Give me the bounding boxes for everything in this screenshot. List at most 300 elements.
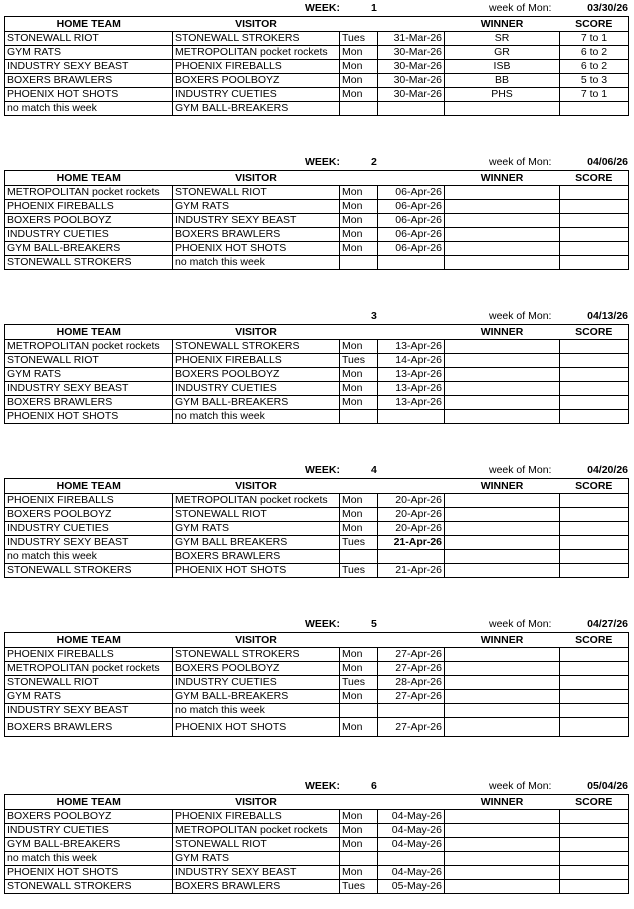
winner-cell [445,200,560,214]
home-team-cell: STONEWALL RIOT [5,354,173,368]
schedule-table [4,478,629,578]
score-cell [560,676,629,690]
day-header [340,633,378,648]
table-row [5,214,629,228]
visitor-cell: no match this week [173,704,340,718]
home-team-cell: BOXERS POOLBOYZ [5,810,173,824]
score-header: SCORE [560,171,629,186]
winner-cell [445,838,560,852]
score-cell [560,214,629,228]
winner-cell [445,228,560,242]
date-header [378,633,445,648]
week-number: 5 [371,618,377,630]
schedule-table [4,632,629,737]
visitor-cell: BOXERS POOLBOYZ [173,662,340,676]
day-cell: Mon [340,494,378,508]
score-cell [560,564,629,578]
home-team-cell: PHOENIX FIREBALLS [5,494,173,508]
score-cell [560,354,629,368]
score-cell [560,242,629,256]
day-cell: Mon [340,866,378,880]
week-of-label: week of Mon: [489,310,552,322]
visitor-cell: STONEWALL STROKERS [173,648,340,662]
day-cell: Tues [340,536,378,550]
day-header [340,171,378,186]
date-cell: 28-Apr-26 [378,676,445,690]
winner-cell [445,256,560,270]
home-team-header: HOME TEAM [5,633,173,648]
score-cell [560,718,629,737]
visitor-header: VISITOR [173,795,340,810]
day-cell: Mon [340,838,378,852]
score-header: SCORE [560,17,629,32]
winner-header: WINNER [445,795,560,810]
score-cell [560,508,629,522]
winner-header: WINNER [445,17,560,32]
date-header [378,479,445,494]
winner-cell: BB [445,74,560,88]
home-team-cell: STONEWALL STROKERS [5,256,173,270]
header-row [5,633,629,648]
home-team-cell: INDUSTRY SEXY BEAST [5,704,173,718]
week-section-3 [4,310,628,424]
home-team-cell: GYM BALL-BREAKERS [5,838,173,852]
week-section-5 [4,618,628,737]
winner-cell: ISB [445,60,560,74]
header-row [5,171,629,186]
day-header [340,479,378,494]
home-team-cell: PHOENIX HOT SHOTS [5,866,173,880]
home-team-cell: PHOENIX HOT SHOTS [5,88,173,102]
date-cell [378,550,445,564]
score-cell [560,522,629,536]
score-cell: 6 to 2 [560,46,629,60]
date-cell: 06-Apr-26 [378,214,445,228]
table-row [5,536,629,550]
home-team-header: HOME TEAM [5,479,173,494]
home-team-header: HOME TEAM [5,325,173,340]
visitor-cell: INDUSTRY CUETIES [173,382,340,396]
table-row [5,382,629,396]
date-cell: 04-May-26 [378,810,445,824]
visitor-cell: STONEWALL RIOT [173,838,340,852]
visitor-header: VISITOR [173,633,340,648]
date-cell: 20-Apr-26 [378,522,445,536]
winner-cell [445,824,560,838]
visitor-header: VISITOR [173,17,340,32]
date-cell: 13-Apr-26 [378,396,445,410]
winner-cell [445,410,560,424]
day-header [340,325,378,340]
table-row [5,810,629,824]
visitor-cell: GYM RATS [173,852,340,866]
winner-cell [445,690,560,704]
day-cell: Mon [340,60,378,74]
score-cell [560,824,629,838]
table-row [5,838,629,852]
visitor-cell: no match this week [173,410,340,424]
date-cell: 21-Apr-26 [378,564,445,578]
visitor-cell: INDUSTRY CUETIES [173,88,340,102]
schedule-table [4,324,629,424]
table-row [5,564,629,578]
day-cell: Mon [340,810,378,824]
table-row [5,690,629,704]
visitor-cell: GYM BALL-BREAKERS [173,396,340,410]
date-cell: 04-May-26 [378,838,445,852]
table-row [5,550,629,564]
score-cell: 6 to 2 [560,60,629,74]
visitor-cell: STONEWALL RIOT [173,186,340,200]
table-row [5,852,629,866]
score-cell [560,186,629,200]
table-row [5,494,629,508]
table-row [5,32,629,46]
day-cell: Mon [340,242,378,256]
table-row [5,242,629,256]
score-cell [560,228,629,242]
week-of-label: week of Mon: [489,780,552,792]
winner-cell [445,866,560,880]
home-team-cell: INDUSTRY CUETIES [5,522,173,536]
day-cell [340,852,378,866]
header-row [5,479,629,494]
winner-cell [445,214,560,228]
week-label: WEEK: [305,2,340,14]
winner-cell [445,810,560,824]
week-header [4,618,628,632]
home-team-cell: BOXERS BRAWLERS [5,74,173,88]
home-team-cell: no match this week [5,102,173,116]
score-cell [560,256,629,270]
home-team-cell: INDUSTRY CUETIES [5,824,173,838]
visitor-cell: PHOENIX HOT SHOTS [173,242,340,256]
home-team-cell: STONEWALL STROKERS [5,564,173,578]
home-team-cell: GYM RATS [5,368,173,382]
winner-header: WINNER [445,479,560,494]
date-cell: 14-Apr-26 [378,354,445,368]
visitor-cell: STONEWALL RIOT [173,508,340,522]
week-of-date: 04/06/26 [587,156,628,168]
week-section-4 [4,464,628,578]
visitor-cell: BOXERS BRAWLERS [173,228,340,242]
table-row [5,186,629,200]
header-row [5,325,629,340]
week-of-label: week of Mon: [489,618,552,630]
score-cell [560,704,629,718]
winner-cell [445,522,560,536]
date-cell: 20-Apr-26 [378,508,445,522]
day-cell [340,102,378,116]
visitor-header: VISITOR [173,479,340,494]
date-header [378,17,445,32]
home-team-cell: PHOENIX FIREBALLS [5,648,173,662]
day-cell: Mon [340,718,378,737]
date-cell [378,256,445,270]
score-cell [560,852,629,866]
day-cell: Mon [340,186,378,200]
winner-cell: SR [445,32,560,46]
date-cell [378,410,445,424]
score-cell [560,662,629,676]
date-cell: 05-May-26 [378,880,445,894]
winner-header: WINNER [445,633,560,648]
winner-cell [445,396,560,410]
table-row [5,46,629,60]
visitor-header: VISITOR [173,325,340,340]
score-cell: 7 to 1 [560,88,629,102]
winner-cell [445,648,560,662]
winner-cell [445,852,560,866]
score-cell [560,648,629,662]
week-of-label: week of Mon: [489,464,552,476]
day-cell: Mon [340,228,378,242]
home-team-cell: METROPOLITAN pocket rockets [5,186,173,200]
table-row [5,354,629,368]
visitor-cell: INDUSTRY CUETIES [173,676,340,690]
score-cell [560,410,629,424]
day-cell: Mon [340,396,378,410]
day-cell: Mon [340,88,378,102]
visitor-header: VISITOR [173,171,340,186]
score-cell [560,382,629,396]
score-header: SCORE [560,795,629,810]
table-row [5,410,629,424]
home-team-cell: no match this week [5,550,173,564]
day-cell: Mon [340,824,378,838]
table-row [5,74,629,88]
score-cell [560,102,629,116]
date-cell: 30-Mar-26 [378,88,445,102]
winner-cell [445,186,560,200]
week-section-6 [4,780,628,894]
table-row [5,228,629,242]
winner-cell: PHS [445,88,560,102]
header-row [5,17,629,32]
table-row [5,704,629,718]
winner-cell [445,382,560,396]
day-cell: Mon [340,382,378,396]
score-cell [560,690,629,704]
week-of-label: week of Mon: [489,156,552,168]
date-cell: 30-Mar-26 [378,60,445,74]
score-cell [560,838,629,852]
score-cell [560,396,629,410]
date-cell: 06-Apr-26 [378,242,445,256]
table-row [5,866,629,880]
home-team-cell: BOXERS POOLBOYZ [5,214,173,228]
day-cell: Mon [340,508,378,522]
winner-cell [445,354,560,368]
date-cell: 27-Apr-26 [378,648,445,662]
winner-cell [445,662,560,676]
home-team-cell: BOXERS BRAWLERS [5,718,173,737]
week-of-date: 04/13/26 [587,310,628,322]
date-cell: 13-Apr-26 [378,368,445,382]
week-number: 3 [371,310,377,322]
visitor-cell: STONEWALL STROKERS [173,340,340,354]
visitor-cell: GYM BALL BREAKERS [173,536,340,550]
day-cell [340,256,378,270]
home-team-cell: STONEWALL STROKERS [5,880,173,894]
table-row [5,200,629,214]
week-header [4,156,628,170]
day-cell: Tues [340,564,378,578]
visitor-cell: BOXERS BRAWLERS [173,550,340,564]
home-team-cell: BOXERS POOLBOYZ [5,508,173,522]
home-team-cell: METROPOLITAN pocket rockets [5,340,173,354]
week-header [4,2,628,16]
winner-cell [445,676,560,690]
winner-cell [445,102,560,116]
date-cell [378,102,445,116]
home-team-cell: INDUSTRY SEXY BEAST [5,60,173,74]
day-header [340,795,378,810]
visitor-cell: METROPOLITAN pocket rockets [173,494,340,508]
visitor-cell: GYM RATS [173,200,340,214]
score-cell [560,550,629,564]
winner-cell [445,508,560,522]
visitor-cell: PHOENIX HOT SHOTS [173,718,340,737]
week-of-date: 05/04/26 [587,780,628,792]
visitor-cell: METROPOLITAN pocket rockets [173,46,340,60]
winner-cell [445,718,560,737]
day-cell: Tues [340,354,378,368]
table-row [5,880,629,894]
home-team-cell: GYM RATS [5,46,173,60]
week-label: WEEK: [305,156,340,168]
table-row [5,508,629,522]
table-row [5,676,629,690]
week-header [4,780,628,794]
week-number: 1 [371,2,377,14]
schedule-table [4,16,629,116]
day-cell: Mon [340,340,378,354]
winner-cell [445,550,560,564]
score-cell [560,368,629,382]
winner-cell [445,704,560,718]
date-cell: 06-Apr-26 [378,186,445,200]
score-cell [560,880,629,894]
visitor-cell: GYM BALL-BREAKERS [173,690,340,704]
date-cell: 27-Apr-26 [378,690,445,704]
week-of-date: 04/20/26 [587,464,628,476]
table-row [5,824,629,838]
date-cell [378,852,445,866]
day-header [340,17,378,32]
visitor-cell: INDUSTRY SEXY BEAST [173,866,340,880]
table-row [5,648,629,662]
table-row [5,718,629,737]
week-number: 4 [371,464,377,476]
date-header [378,325,445,340]
home-team-header: HOME TEAM [5,795,173,810]
winner-cell [445,368,560,382]
home-team-header: HOME TEAM [5,17,173,32]
schedule-table [4,794,629,894]
winner-cell: GR [445,46,560,60]
day-cell: Mon [340,690,378,704]
table-row [5,88,629,102]
date-cell: 30-Mar-26 [378,46,445,60]
winner-header: WINNER [445,325,560,340]
date-cell: 04-May-26 [378,866,445,880]
date-cell: 30-Mar-26 [378,74,445,88]
home-team-cell: PHOENIX FIREBALLS [5,200,173,214]
date-cell: 31-Mar-26 [378,32,445,46]
visitor-cell: BOXERS BRAWLERS [173,880,340,894]
table-row [5,396,629,410]
day-cell: Mon [340,522,378,536]
winner-cell [445,536,560,550]
table-row [5,340,629,354]
home-team-cell: METROPOLITAN pocket rockets [5,662,173,676]
day-cell: Tues [340,32,378,46]
date-header [378,171,445,186]
day-cell: Mon [340,200,378,214]
winner-cell [445,880,560,894]
day-cell [340,550,378,564]
header-row [5,795,629,810]
day-cell: Mon [340,662,378,676]
score-cell: 7 to 1 [560,32,629,46]
date-cell: 06-Apr-26 [378,200,445,214]
date-cell: 04-May-26 [378,824,445,838]
score-header: SCORE [560,479,629,494]
home-team-cell: INDUSTRY CUETIES [5,228,173,242]
visitor-cell: PHOENIX HOT SHOTS [173,564,340,578]
week-number: 2 [371,156,377,168]
home-team-header: HOME TEAM [5,171,173,186]
day-cell [340,410,378,424]
score-cell [560,200,629,214]
visitor-cell: PHOENIX FIREBALLS [173,810,340,824]
day-cell: Tues [340,880,378,894]
score-cell [560,340,629,354]
winner-cell [445,242,560,256]
table-row [5,522,629,536]
day-cell: Mon [340,74,378,88]
week-number: 6 [371,780,377,792]
score-cell [560,494,629,508]
date-cell: 13-Apr-26 [378,382,445,396]
visitor-cell: STONEWALL STROKERS [173,32,340,46]
day-cell: Mon [340,46,378,60]
score-header: SCORE [560,633,629,648]
day-cell [340,704,378,718]
home-team-cell: INDUSTRY SEXY BEAST [5,382,173,396]
winner-header: WINNER [445,171,560,186]
week-of-date: 04/27/26 [587,618,628,630]
day-cell: Mon [340,368,378,382]
week-label: WEEK: [305,618,340,630]
date-cell: 20-Apr-26 [378,494,445,508]
score-cell [560,810,629,824]
schedule-table [4,170,629,270]
visitor-cell: PHOENIX FIREBALLS [173,354,340,368]
table-row [5,60,629,74]
home-team-cell: GYM RATS [5,690,173,704]
date-cell: 06-Apr-26 [378,228,445,242]
date-cell: 27-Apr-26 [378,662,445,676]
visitor-cell: BOXERS POOLBOYZ [173,368,340,382]
home-team-cell: GYM BALL-BREAKERS [5,242,173,256]
home-team-cell: STONEWALL RIOT [5,32,173,46]
table-row [5,662,629,676]
day-cell: Mon [340,214,378,228]
week-label: WEEK: [305,780,340,792]
table-row [5,256,629,270]
